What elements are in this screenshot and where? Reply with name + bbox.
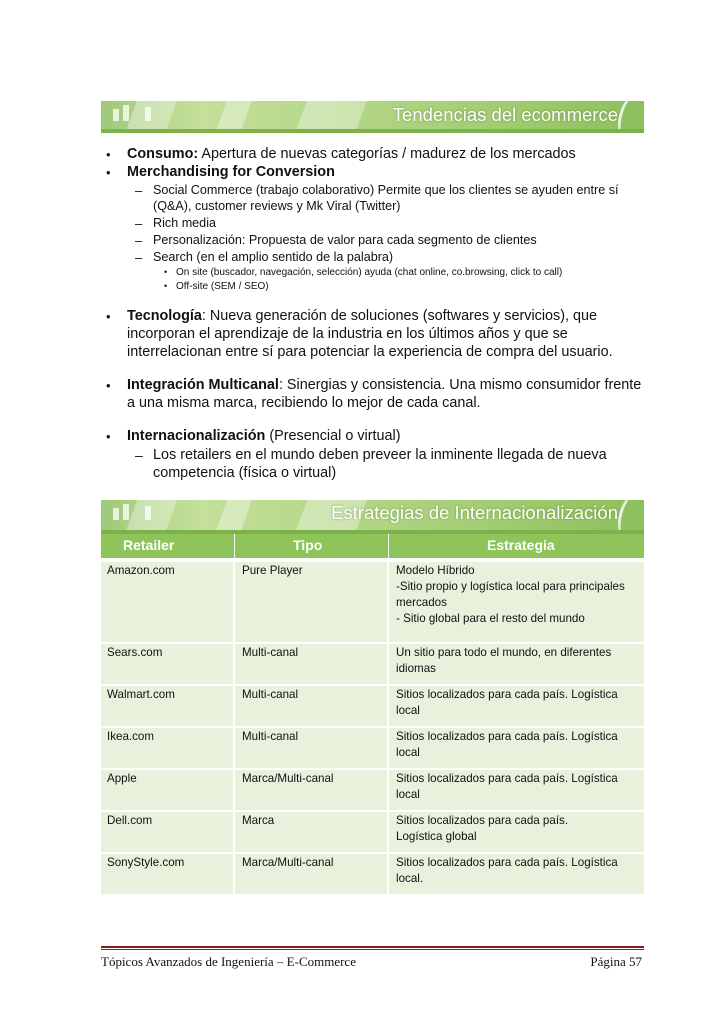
bullet-icon: • bbox=[164, 281, 168, 291]
cell-tipo: Marca/Multi-canal bbox=[242, 772, 334, 785]
footer-title: Tópicos Avanzados de Ingeniería – E-Commerce bbox=[101, 954, 356, 969]
cell-estrategia: Sitios localizados para cada país. Logística local bbox=[396, 730, 618, 759]
header-retailer: Retailer bbox=[123, 537, 175, 553]
table-row bbox=[101, 562, 644, 642]
cell-tipo: Pure Player bbox=[242, 564, 303, 577]
cell-retailer: Ikea.com bbox=[107, 730, 155, 743]
table-row bbox=[101, 644, 644, 684]
slide-title: Estrategias de Internacionalización bbox=[331, 502, 618, 523]
dash-icon: – bbox=[135, 216, 143, 231]
table-header bbox=[101, 534, 644, 558]
bullet-internacionalizacion: Internacionalización (Presencial o virtual) bbox=[127, 428, 401, 444]
cell-estrategia: Un sitio para todo el mundo, en diferentes idiomas bbox=[396, 646, 612, 675]
integracion-line-2: a una misma marca, recibiendo lo mejor de cada canal. bbox=[127, 395, 481, 411]
table-row bbox=[101, 854, 644, 894]
bullet-consumo: Consumo: Apertura de nuevas categorías / madurez de los mercados bbox=[127, 146, 576, 162]
table-row bbox=[101, 812, 644, 852]
bullet-icon: • bbox=[164, 267, 168, 277]
cell-estrategia: Sitios localizados para cada país. Logística global bbox=[396, 814, 569, 843]
bullet-tecnologia: Tecnología: Nueva generación de soluciones (softwares y servicios), que bbox=[127, 308, 598, 324]
sub-social-2: (Q&A), customer reviews y Mk Viral (Twitter) bbox=[153, 199, 401, 213]
swoosh-decoration bbox=[614, 500, 644, 534]
header-tipo: Tipo bbox=[293, 537, 323, 553]
sub-search: Search (en el amplio sentido de la palabra) bbox=[153, 250, 394, 264]
cell-estrategia: Sitios localizados para cada país. Logística local bbox=[396, 688, 618, 717]
strategy-table bbox=[101, 558, 644, 894]
dash-icon: – bbox=[135, 233, 143, 248]
cell-retailer: Apple bbox=[107, 772, 137, 785]
sub-personalizacion: Personalización: Propuesta de valor para cada segmento de clientes bbox=[153, 233, 537, 247]
cell-retailer: Dell.com bbox=[107, 814, 153, 827]
slide-estrategias bbox=[101, 500, 644, 534]
cell-tipo: Multi-canal bbox=[242, 730, 299, 743]
cell-tipo: Multi-canal bbox=[242, 688, 299, 701]
bullet-icon: • bbox=[106, 165, 111, 180]
bullet-icon: • bbox=[106, 429, 111, 444]
bullet-merchandising: Merchandising for Conversion bbox=[127, 164, 335, 180]
slide-tendencias bbox=[101, 101, 644, 486]
cell-tipo: Marca/Multi-canal bbox=[242, 856, 334, 869]
cell-estrategia: Sitios localizados para cada país. Logística local bbox=[396, 772, 618, 801]
footer-rule bbox=[101, 946, 644, 948]
cell-tipo: Multi-canal bbox=[242, 646, 299, 659]
sub-social-1: Social Commerce (trabajo colaborativo) Permite que los clientes se ayuden entre sí bbox=[153, 183, 619, 197]
bullet-integracion: Integración Multicanal: Sinergias y consistencia. Una mismo consumidor frente bbox=[127, 377, 642, 393]
cell-estrategia: Sitios localizados para cada país. Logística local. bbox=[396, 856, 618, 885]
slide-banner bbox=[101, 500, 644, 534]
footer-rule-thin bbox=[101, 949, 644, 950]
dash-icon: – bbox=[135, 250, 143, 265]
cell-retailer: Amazon.com bbox=[107, 564, 175, 577]
cell-tipo: Marca bbox=[242, 814, 275, 827]
subsub-onsite: On site (buscador, navegación, selección) ayuda (chat online, co.browsing, click to call) bbox=[176, 267, 563, 278]
cell-retailer: SonyStyle.com bbox=[107, 856, 185, 869]
slide-banner bbox=[101, 101, 644, 133]
sub-rich-media: Rich media bbox=[153, 216, 216, 230]
dash-icon: – bbox=[135, 183, 143, 198]
tecnologia-line-3: interrelacionan entre sí para potenciar la experiencia de compra del usuario. bbox=[127, 344, 613, 360]
bullet-icon: • bbox=[106, 309, 111, 324]
table-row bbox=[101, 770, 644, 810]
sub-retailers-2: competencia (física o virtual) bbox=[153, 465, 337, 481]
tecnologia-line-2: incorporan el aprendizaje de la industria en los últimos años y que se bbox=[127, 326, 568, 342]
dash-icon: – bbox=[135, 447, 143, 463]
header-estrategia: Estrategia bbox=[487, 537, 555, 553]
slide-title: Tendencias del ecommerce bbox=[392, 104, 618, 125]
cell-retailer: Walmart.com bbox=[107, 688, 175, 701]
table-row bbox=[101, 728, 644, 768]
subsub-offsite: Off-site (SEM / SEO) bbox=[176, 281, 269, 292]
page-number: Página 57 bbox=[590, 954, 642, 969]
sub-retailers-1: Los retailers en el mundo deben preveer la inminente llegada de nueva bbox=[153, 447, 607, 463]
cell-retailer: Sears.com bbox=[107, 646, 163, 659]
cell-estrategia: Modelo Híbrido -Sitio propio y logística local para principales mercados - Sitio global para el resto del mundo bbox=[396, 564, 625, 625]
bullet-icon: • bbox=[106, 147, 111, 162]
table-row bbox=[101, 686, 644, 726]
bullet-icon: • bbox=[106, 378, 111, 393]
